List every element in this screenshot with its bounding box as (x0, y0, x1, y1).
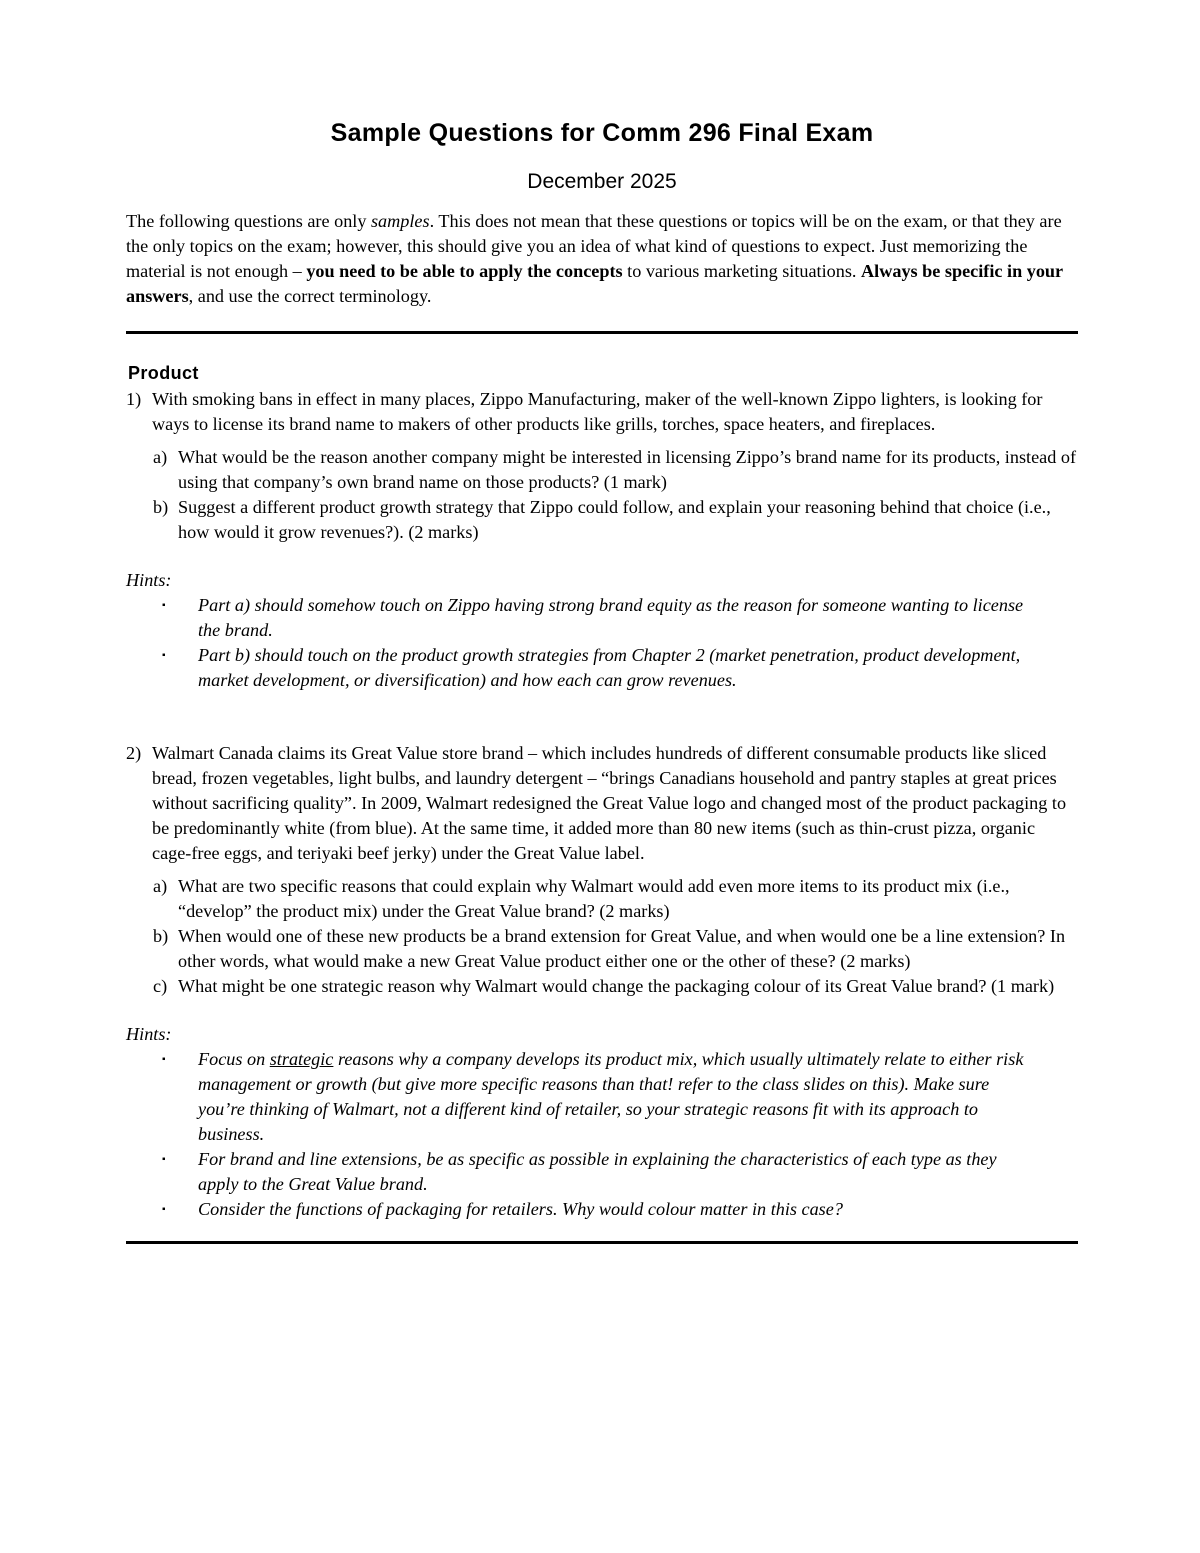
hint-text-underlined: strategic (269, 1049, 334, 1069)
bottom-divider (126, 1241, 1078, 1244)
question-1-hints-list (126, 593, 1078, 693)
question-1-text: With smoking bans in effect in many places, Zippo Manufacturing, maker of the well-known Zippo lighters, is looking for ways to license its brand name to makers of other products like grills, torches, space heaters, and fireplaces. (152, 389, 1043, 434)
part-text: What would be the reason another company might be interested in licensing Zippo’s brand name for its products, instead of using that company’s own brand name on those products? (1 mark) (178, 447, 1077, 492)
hint-item (126, 643, 1078, 693)
document-content (126, 112, 1078, 1244)
square-bullet-icon: ▪ (162, 1054, 166, 1065)
part-text: What might be one strategic reason why Walmart would change the packaging colour of its Great Value brand? (1 mark) (178, 976, 1055, 996)
part-letter: b) (153, 497, 169, 517)
part-text: Suggest a different product growth strategy that Zippo could follow, and explain your reasoning behind that choice (i.e., how would it grow revenues?). (2 marks) (178, 497, 1051, 542)
part-letter: a) (153, 447, 168, 467)
hint-text-pre: Focus on (198, 1049, 270, 1069)
intro-text-4: , and use the correct terminology. (188, 286, 432, 306)
hint-text (198, 1047, 1078, 1147)
question-2-number: 2) (126, 743, 142, 763)
intro-bold-specific: Always be specific in your answers (126, 261, 1063, 306)
question-2-part-c (153, 974, 1078, 999)
part-letter: a) (153, 876, 168, 896)
part-letter: b) (153, 926, 169, 946)
question-1 (126, 387, 1078, 693)
hint-item (126, 1197, 1078, 1222)
question-1-parts (153, 445, 1078, 545)
question-2-text: Walmart Canada claims its Great Value store brand – which includes hundreds of different consumable products like sliced bread, frozen vegetables, light bulbs, and laundry detergent – “brings Canadians household and pantry staples at great prices without sacrificing quality”. In 2009, Walmart redesigned the Great Value logo and changed most of the product packaging to be predominantly white (from blue). At the same time, it added more than 80 new items (such as thin-crust pizza, organic cage-free eggs, and teriyaki beef jerky) under the Great Value label. (152, 743, 1067, 863)
question-2-stem (126, 741, 1078, 866)
hint-item (126, 1047, 1078, 1147)
question-2-parts (153, 874, 1078, 999)
square-bullet-icon: ▪ (162, 600, 166, 611)
part-text: When would one of these new products be a brand extension for Great Value, and when would one be a line extension? In other words, what would make a new Great Value product either one or the other of these? (2 marks) (178, 926, 1066, 971)
question-1-stem (126, 387, 1078, 437)
part-letter: c) (153, 976, 168, 996)
intro-text-2: . This does not mean that these questions or topics will be on the exam, or that they are the only topics on the exam; however, this should give you an idea of what kind of questions to expect. Just memorizing the material is not enough – (126, 211, 1062, 281)
hint-text: Part a) should somehow touch on Zippo having strong brand equity as the reason for someone wanting to license the brand. (198, 595, 1024, 640)
question-1-number: 1) (126, 389, 142, 409)
question-2-hints-list (126, 1047, 1078, 1222)
hint-item (126, 593, 1078, 643)
question-2 (126, 741, 1078, 1222)
intro-samples: samples (370, 211, 430, 231)
question-2-hints-label: Hints: (126, 1024, 172, 1044)
question-1-part-a (153, 445, 1078, 495)
intro-bold-apply: you need to be able to apply the concepts (306, 261, 623, 281)
part-text: What are two specific reasons that could explain why Walmart would add even more items to its product mix (i.e., “develop” the product mix) under the Great Value brand? (2 marks) (178, 876, 1010, 921)
hint-text: Consider the functions of packaging for retailers. Why would colour matter in this case? (198, 1199, 843, 1219)
square-bullet-icon: ▪ (162, 1154, 166, 1165)
hint-text: Part b) should touch on the product growth strategies from Chapter 2 (market penetration, product development, market development, or diversification) and how each can grow revenues. (198, 645, 1021, 690)
square-bullet-icon: ▪ (162, 1204, 166, 1215)
page-date: December 2025 (527, 170, 677, 193)
question-2-part-a (153, 874, 1078, 924)
intro-paragraph (126, 209, 1078, 309)
section-heading-product: Product (128, 363, 199, 383)
question-2-part-b (153, 924, 1078, 974)
hint-text-post: reasons why a company develops its product mix, which usually ultimately relate to either risk management or growth (but give more specific reasons than that! refer to the class slides on this). Make sure you’re thinking of Walmart, not a different kind of retailer, so your strategic reasons fit with its approach to business. (198, 1049, 1024, 1144)
page-title: Sample Questions for Comm 296 Final Exam (330, 119, 874, 147)
hint-text: For brand and line extensions, be as specific as possible in explaining the characteristics of each type as they apply to the Great Value brand. (198, 1149, 997, 1194)
question-1-part-b (153, 495, 1078, 545)
top-divider (126, 331, 1078, 334)
hint-item (126, 1147, 1078, 1197)
question-1-hints-label: Hints: (126, 570, 172, 590)
intro-text-3: to various marketing situations. (622, 261, 862, 281)
intro-text-1: The following questions are only (126, 211, 371, 231)
square-bullet-icon: ▪ (162, 650, 166, 661)
